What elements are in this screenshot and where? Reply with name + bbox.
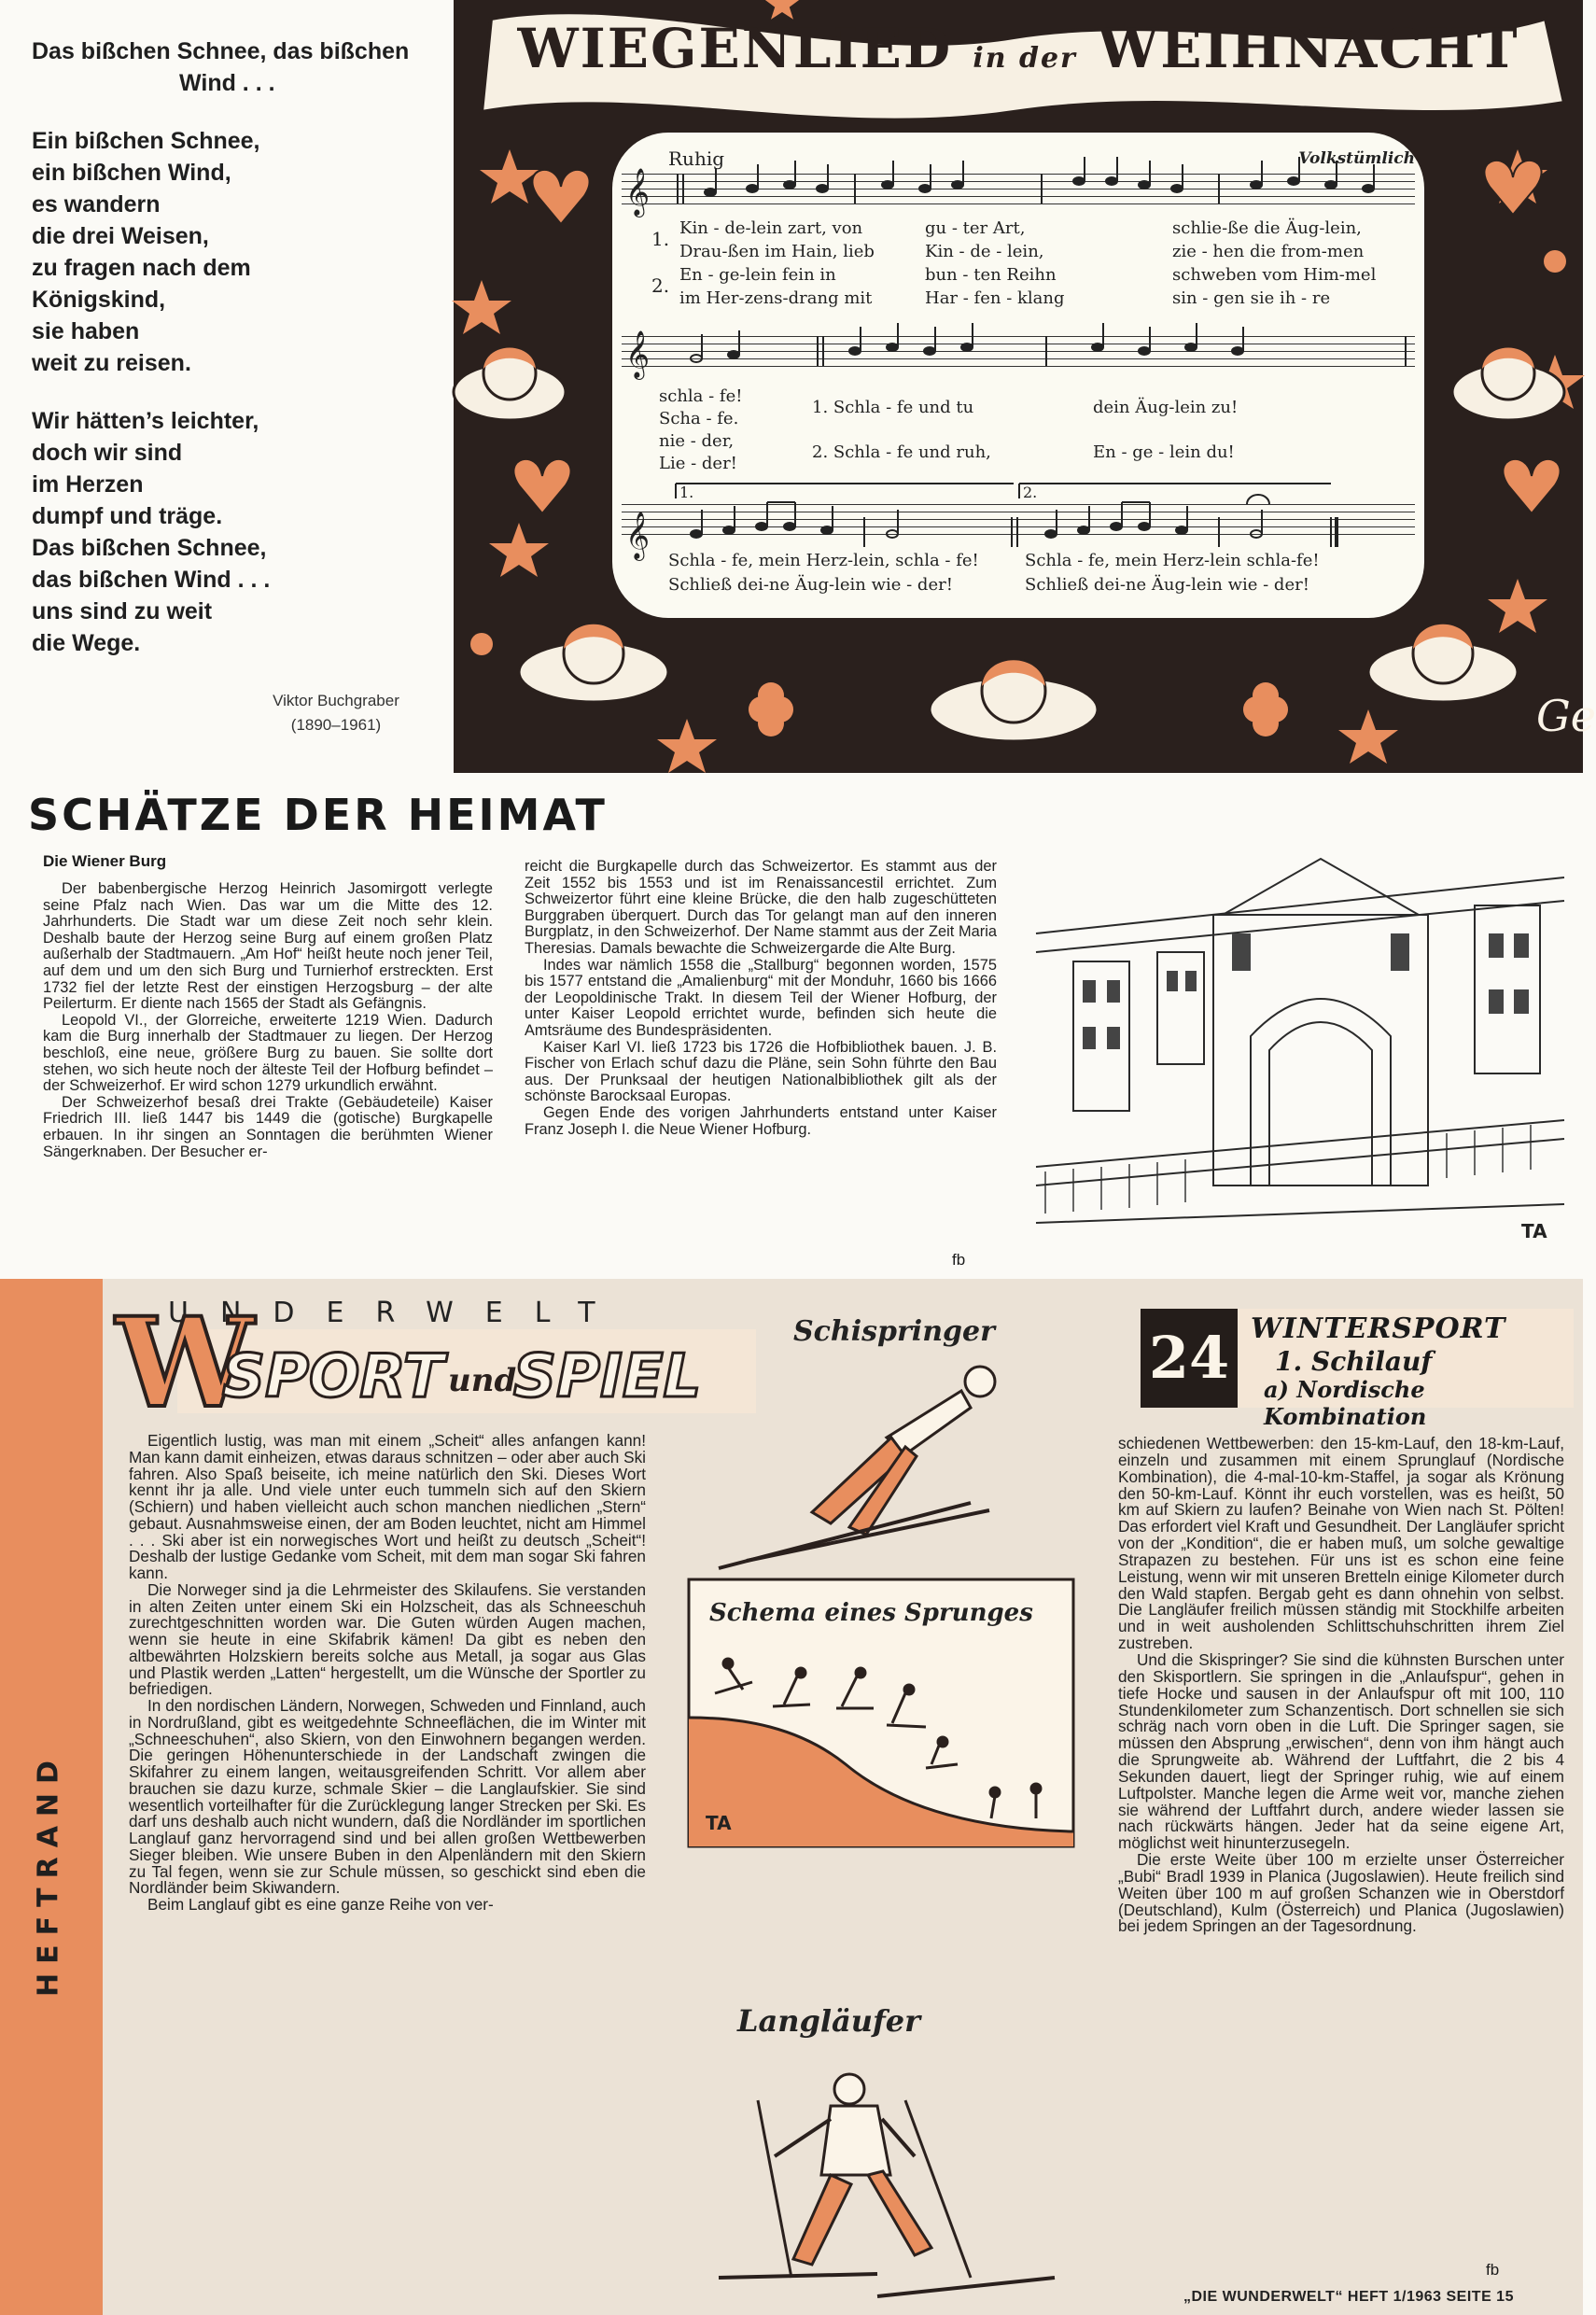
lyric-row2-r1b: dein Äug-lein zu! xyxy=(1093,398,1239,417)
poem-line: die drei Weisen, xyxy=(32,223,209,249)
svg-text:𝄞: 𝄞 xyxy=(625,512,651,559)
series-subtitle-2: a) Nordische Kombination xyxy=(1264,1376,1427,1430)
poem-line: Wind . . . xyxy=(179,70,275,96)
paragraph: Leopold VI., der Glorreiche, erweiterte 1219 Wien. Dadurch kam die Burg innerhalb der Stadtmauer zu liegen. Der Herzog beschloß, eine neue, größere Burg zu bauen. Sie sollte dort stehen, wo sich heute noch der älteste Teil der Hofburg befindet – der Schweizerhof. Er wird schon 1279 urkundlich erwähnt. xyxy=(43,1011,493,1095)
poem-line: die Wege. xyxy=(32,630,141,656)
lyric-v1b-2: Kin - de - lein, xyxy=(925,242,1044,261)
author-initials: fb xyxy=(1486,2261,1500,2279)
lyric-row2-left-1: schla - fe! xyxy=(659,386,743,406)
paragraph: reicht die Burgkapelle durch das Schweizertor. Es stammt aus der Zeit 1552 bis 1553 und ist im Renaissancestil errichtet. Zum Schweizertor führt eine kleine Brücke, die den halb zugeschütteten Burggraben überquert. Durch das Tor gelangt man auf den inneren Burgplatz, in den Schweizerhof. Der Name stammt aus der Zeit Maria Theresias. Damals bewachte die Schweizergarde die Alte Burg. xyxy=(525,858,997,957)
poem-line: Das bißchen Schnee, das bißchen xyxy=(32,38,410,64)
page-footer: „DIE WUNDERWELT“ HEFT 1/1963 SEITE 15 xyxy=(1183,2289,1514,2305)
poem-line: es wandern xyxy=(32,191,161,217)
lyric-row2-r1a: 1. Schla - fe und tu xyxy=(812,398,974,417)
poem-line: Das bißchen Schnee, xyxy=(32,535,267,561)
paragraph: Indes war nämlich 1558 die „Stallburg“ begonnen worden, 1575 bis 1577 entstand die „Amalienburg“ mit der Monduhr, 1660 bis 1666 der Leopoldinische Trakt. In diesem Teil der Wiener Hofburg, der unter Kaiser Leopold errichtet wurde, befinden sich heute die Amtsräume des Bundespräsidenten. xyxy=(525,956,997,1039)
paragraph: schiedenen Wettbewerben: den 15-km-Lauf, den 18-km-Lauf, einzeln und zusammen mit einem Sprunglauf (Nordische Kombination), die 4-mal-10-km-Staffel, ja sogar als Krönung den 50-km-Lauf. Könnt ihr euch vorstellen, was es heißt, 50 km auf Skiern zu laufen? Beinahe von Wien nach St. Pölten! Das erfordert viel Kraft und Gesundheit. Der Langläufer spricht von der „Kondition“, die er haben muß, um solche gewaltige Strapazen zu bestehen. Für uns ist es schon eine feine Leistung, wenn wir mit unseren Bretteln einige Kilometer durch den Wald stapfen. Bergab geht es dann ohnehin von selbst. Die Langläufer freilich müssen ständig mit Stockhilfe arbeiten und in weit ausholenden Schlittschuhschritten ihrem Ziel zustreben. xyxy=(1118,1434,1564,1653)
ski-jumper-figure xyxy=(672,1307,1027,1568)
cross-country-skier-figure xyxy=(691,1998,1073,2306)
song-title-c: WEIHNACHT xyxy=(1098,17,1519,80)
section-title-heimat: SCHÄTZE DER HEIMAT xyxy=(28,790,608,840)
heftrand-label xyxy=(11,1736,91,2016)
lyric-v1b-1: Drau-ßen im Hain, lieb xyxy=(679,242,875,261)
logo-w: W xyxy=(116,1291,255,1436)
svg-text:𝄞: 𝄞 xyxy=(625,168,651,216)
verse-2-number: 2. xyxy=(651,274,670,297)
sketch-signature: TA xyxy=(1521,1220,1547,1242)
hofburg-sketch xyxy=(1036,812,1564,1251)
logo-und: und xyxy=(448,1362,517,1399)
poem-line: sie haben xyxy=(32,318,140,344)
poem-stanza-1 xyxy=(32,35,442,99)
lyric-row2-r2b: En - ge - lein du! xyxy=(1093,442,1235,462)
volta-2: 2. xyxy=(1023,484,1038,501)
poem-stanza-2 xyxy=(32,125,442,379)
paragraph: Kaiser Karl VI. ließ 1723 bis 1726 die Hofbibliothek bauen. J. B. Fischer von Erlach schuf dazu die Pläne, sein Sohn führte den Bau aus. Der Prunksaal der heutigen Nationalbibliothek gilt als der schönste Barocksaal Europas. xyxy=(525,1038,997,1105)
logo-spiel: SPIEL xyxy=(513,1342,702,1411)
poem-line: weit zu reisen. xyxy=(32,350,191,376)
lyric-row3-a1: Schla - fe, mein Herz-lein, schla - fe! xyxy=(668,551,979,570)
song-title xyxy=(454,17,1583,80)
poem-line: uns sind zu weit xyxy=(32,598,213,624)
jump-schema-figure xyxy=(687,1578,1075,1848)
jump-schema-label: Schema eines Sprunges xyxy=(709,1599,1033,1627)
notes-row-1 xyxy=(622,161,1415,217)
lyric-v2a-1: En - ge-lein fein in xyxy=(679,265,836,285)
cross-country-skier-label: Langläufer xyxy=(737,2003,921,2039)
style-marking: Volkstümlich xyxy=(1298,149,1415,168)
notes-row-3 xyxy=(622,478,1415,562)
series-subtitle-1: 1. Schilauf xyxy=(1275,1346,1433,1377)
lyric-v2b-2: Har - fen - klang xyxy=(925,288,1065,308)
lyric-row2-left-4: Lie - der! xyxy=(659,454,737,473)
series-title: WINTERSPORT xyxy=(1251,1312,1506,1345)
poem-line: ein bißchen Wind, xyxy=(32,160,231,186)
poem-author-name: Viktor Buchgraber xyxy=(273,692,399,709)
logo-underwelt: UNDERWELT xyxy=(168,1297,627,1329)
heimat-column-2 xyxy=(525,859,997,1138)
article-subtitle: Die Wiener Burg xyxy=(43,852,167,870)
poem-author xyxy=(243,689,429,737)
poem-line: doch wir sind xyxy=(32,440,183,466)
music-score xyxy=(612,133,1424,618)
lyric-v1a-2: gu - ter Art, xyxy=(925,218,1026,238)
paragraph: Der Schweizerhof besaß drei Trakte (Gebäudeteile) Kaiser Friedrich III. ließ 1447 bis 1449 die (gotische) Burgkapelle erbauen. In ihr singen an Sonntagen die berühmten Wiener Sängerknaben. Der Besucher er- xyxy=(43,1093,493,1160)
wunderwelt-logo xyxy=(112,1290,765,1436)
poem-stanza-3 xyxy=(32,405,442,659)
poem-line: im Herzen xyxy=(32,471,144,498)
lyric-row2-left-3: nie - der, xyxy=(659,431,735,451)
lyric-row3-a2: Schla - fe, mein Herz-lein schla-fe! xyxy=(1025,551,1320,570)
tempo-marking: Ruhig xyxy=(668,147,725,170)
paragraph: In den nordischen Ländern, Norwegen, Schweden und Finnland, auch in Nordrußland, gibt es weitgedehnte Schneeflächen, die im Winter mit „Schneeschuhen“, also Skiern, von den Einwohnern begangen werden. Die geringen Höhenunterschiede in der Landschaft zwingen die Skifahrer zu einem langen, weitausgreifenden Schritt. Vor allem aber brauchen sie dazu kurze, schmale Skier – die Langlaufskier. Sie sind wesentlich vorteilhafter für die Zurücklegung langer Strecken per Ski. Es darf uns deshalb auch nicht wundern, daß die Nordländer im sportlichen Langlauf ganz hervorragend sind und bei allen großen Wettbewerben Sieger bleiben. Wie unsere Buben in den Alpenländern mit den Skiern zu Tal fegen, wenn sie zur Schule müssen, so geschickt sind eben die Nordländer beim Skiwandern. xyxy=(129,1696,646,1898)
svg-text:𝄞: 𝄞 xyxy=(625,330,651,378)
lyric-v1a-1: Kin - de-lein zart, von xyxy=(679,218,863,238)
lyric-row2-r2a: 2. Schla - fe und ruh, xyxy=(812,442,991,462)
lyric-v2b-3: sin - gen sie ih - re xyxy=(1172,288,1331,308)
author-initials: fb xyxy=(952,1251,966,1269)
logo-sport: SPORT xyxy=(222,1342,444,1411)
lyric-row2-left-2: Scha - fe. xyxy=(659,409,739,428)
lyric-v1a-3: schlie-ße die Äug-lein, xyxy=(1172,218,1362,238)
paragraph: Beim Langlauf gibt es eine ganze Reihe von ver- xyxy=(147,1895,494,1914)
paragraph: Eigentlich lustig, was man mit einem „Scheit“ alles anfangen kann! Man kann damit einheizen, etwas daraus schnitzen – oder aber auch Ski fahren. Also Spaß beiseite, ich meine natürlich den Ski. Dieses Wort kennt ihr ja alle. Und viele unter euch tummeln sich auf den Skiern (Schiern) und haben vielleicht auch schon manchen niedlichen „Stern“ gebaut. Ausnahmsweise einen, der am Boden leuchtet, nicht am Himmel . . . Ski aber ist ein norwegisches Wort und heißt zu deutsch „Scheit“! Deshalb der lustige Gedanke vom Scheit, mit dem man sogar Ski fahren kann. xyxy=(129,1431,646,1582)
poem xyxy=(32,35,442,685)
series-number: 24 xyxy=(1141,1309,1238,1408)
illustrator-monogram: Ge xyxy=(1536,691,1596,741)
paragraph: Der babenbergische Herzog Heinrich Jasomirgott verlegte seine Pfalz nach Wien. Das war um die Mitte des 12. Jahrhunderts. Die Stadt war um diese Zeit noch sehr klein. Deshalb baute der Herzog seine Burg auf einem großen Platz außerhalb der Stadtmauern. „Am Hof“ heißt heute noch jener Teil, auf dem und um den sich Burg und Turnierhof erstreckten. Erst 1732 fiel der letzte Rest der einstigen Herzogsburg – der alte Peilerturm. Er diente nach 1565 der Stadt als Gefängnis. xyxy=(43,880,493,1013)
paragraph: Die Norweger sind ja die Lehrmeister des Skilaufens. Sie verstanden in alten Zeiten unter einem Ski ein Holzscheit, das als Schneeschuh zurechtgeschnitten worden war. Die Guten würden Augen machen, wenn sie heute in eine Skifabrik kämen! Da gibt es neben den altbewährten Holzskiern bereits solche aus Metall, ja sogar aus Glas und Plastik werden „Latten“ hergestellt, um die Wünsche der Sportler zu befriedigen. xyxy=(129,1579,646,1699)
volta-1: 1. xyxy=(679,484,694,501)
poem-line: Königskind, xyxy=(32,287,166,313)
lyric-row3-b1: Schließ dei-ne Äug-lein wie - der! xyxy=(668,575,953,595)
heftrand-text: HEFTRAND xyxy=(32,1751,65,1997)
heimat-column-1 xyxy=(43,881,493,1160)
lyric-v1b-3: zie - hen die from-men xyxy=(1172,242,1365,261)
poem-line: dumpf und träge. xyxy=(32,503,223,529)
ski-column-2 xyxy=(1118,1436,1564,1935)
song-title-a: WIEGENLIED xyxy=(517,17,953,80)
poem-line: das bißchen Wind . . . xyxy=(32,567,271,593)
lyric-v2a-3: schweben vom Him-mel xyxy=(1172,265,1377,285)
poem-line: zu fragen nach dem xyxy=(32,255,251,281)
ski-column-1 xyxy=(129,1433,646,1914)
schema-signature: TA xyxy=(706,1812,732,1834)
lyric-v2b-1: im Her-zens-drang mit xyxy=(679,288,873,308)
poem-line: Wir hätten’s leichter, xyxy=(32,408,259,434)
poem-author-years: (1890–1961) xyxy=(290,716,382,734)
lyric-row3-b2: Schließ dei-ne Äug-lein wie - der! xyxy=(1025,575,1309,595)
song-panel xyxy=(454,0,1596,773)
paragraph: Die erste Weite über 100 m erzielte unser Österreicher „Bubi“ Bradl 1939 in Planica (Jugoslawien). Heute freilich sind Weiten über 100 m auf großen Schanzen wie in Oberstdorf (Deutschland), Kulm (Österreich) und Planica (Jugoslawien) bei jedem Springen an der Tagesordnung. xyxy=(1118,1850,1564,1936)
ski-jumper-label: Schispringer xyxy=(793,1315,995,1348)
series-title-box xyxy=(1238,1309,1574,1430)
paragraph: Und die Skispringer? Sie sind die kühnsten Burschen unter den Skisportlern. Sie springen in die „Anlaufspur“, gehen in tiefe Hocke und sausen in der Anlaufspur oft mit 100, 110 Stundenkilometer zum Schanzentisch. Dort schnellen sie sich schräg nach vorn oben in die Luft. Die Springer sagen, sie müssen den Absprung „erwischen“, denn von ihm hängt auch die Sprungweite ab. Während der Luftfahrt, die 2 bis 4 Sekunden dauert, liegt der Springer ruhig, wie auf einem Luftpolster. Manche legen die Arme weit vor, manche ziehen sie während der Luftfahrt durch, andere wieder lassen sie nach rückwärts hängen. Jeder hat da seine eigene Art, möglichst weit hinunterzusegeln. xyxy=(1118,1649,1564,1853)
poem-line: Ein bißchen Schnee, xyxy=(32,128,260,154)
song-title-b: in der xyxy=(973,42,1077,75)
lyric-v2a-2: bun - ten Reihn xyxy=(925,265,1057,285)
paragraph: Gegen Ende des vorigen Jahrhunderts entstand unter Kaiser Franz Joseph I. die Neue Wiener Hofburg. xyxy=(525,1103,997,1138)
verse-1-number: 1. xyxy=(651,228,670,250)
notes-row-2 xyxy=(622,323,1415,379)
